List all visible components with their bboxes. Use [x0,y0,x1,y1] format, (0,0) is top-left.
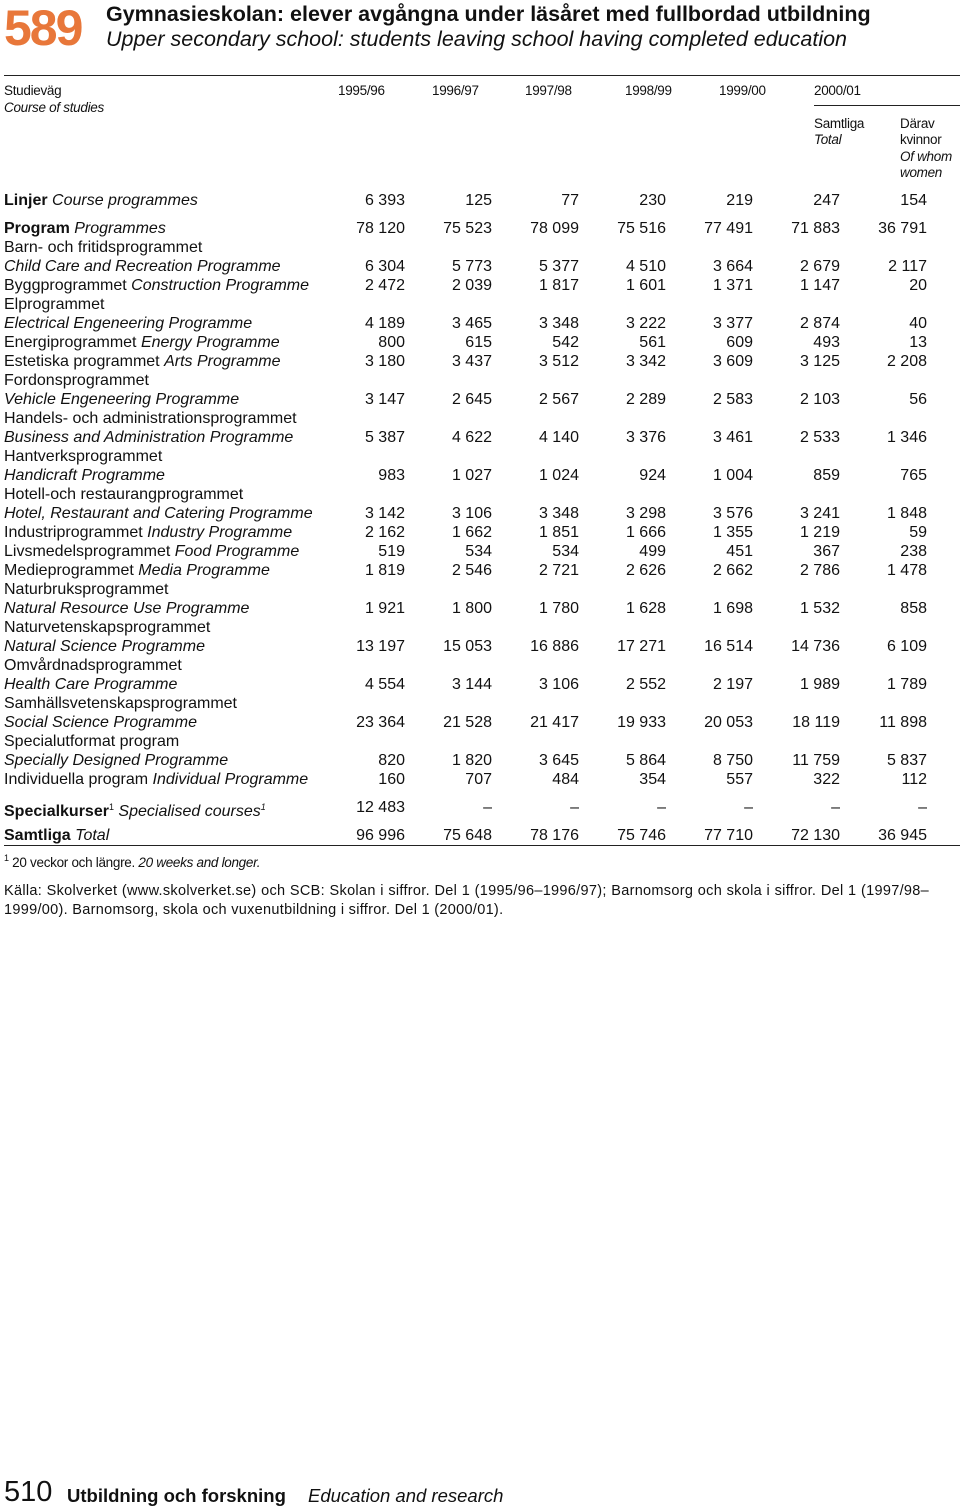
table-row [4,542,960,561]
cell-value: 1 601 [625,277,666,294]
cell-value: 36 791 [878,220,927,237]
cell-value: 924 [639,467,666,484]
cell-value: 1 698 [712,600,753,617]
cell-value: 4 189 [364,315,405,332]
cell-value: 800 [378,334,405,351]
page-footer [4,1476,960,1508]
year-header: 1996/97 [432,83,479,98]
cell-value: 1 662 [451,524,492,541]
year-header: 1999/00 [719,83,766,98]
cell-value: 56 [909,391,927,408]
cell-value: 16 886 [530,638,579,655]
cell-value: 1 532 [799,600,840,617]
cell-value: 78 120 [356,220,405,237]
table-row-label-line [4,694,960,713]
cell-value: 2 162 [364,524,405,541]
cell-value: 1 800 [451,600,492,617]
row-label-swedish: Handels- och administrationsprogrammet [4,410,297,427]
cell-value: 21 417 [530,714,579,731]
cell-value: 3 437 [451,353,492,370]
cell-value: 6 304 [364,258,405,275]
cell-value: 534 [552,543,579,560]
row-label: Industriprogrammet Industry Programme [4,524,293,541]
row-label-swedish: Elprogrammet [4,296,105,313]
cell-value: 2 289 [625,391,666,408]
row-label-english: Business and Administration Programme [4,429,294,446]
cell-value: 858 [900,600,927,617]
cell-value: 615 [465,334,492,351]
cell-value: 2 679 [799,258,840,275]
cell-value: 75 523 [443,220,492,237]
cell-value: 1 921 [364,600,405,617]
cell-value: 247 [813,192,840,209]
table-row [4,219,960,238]
cell-value: 3 609 [712,353,753,370]
cell-value: 3 512 [538,353,579,370]
cell-value: 2 874 [799,315,840,332]
cell-value: 78 099 [530,220,579,237]
cell-value: 20 053 [704,714,753,731]
row-label-swedish: Barn- och fritidsprogrammet [4,239,203,256]
row-label-english: Specially Designed Programme [4,752,229,769]
cell-value: 112 [901,771,927,788]
table-row-label-line [4,656,960,675]
row-label-english: Natural Resource Use Programme [4,600,250,617]
total-header-english: Total [814,132,842,147]
row-label-english: Vehicle Engeneering Programme [4,391,240,408]
table-row [4,352,960,371]
cell-value: 18 119 [792,714,840,731]
row-label: Linjer Course programmes [4,192,198,209]
course-header-english: Course of studies [4,100,104,115]
row-label-english: Hotel, Restaurant and Catering Programme [4,505,313,522]
cell-value: 322 [813,771,840,788]
cell-value: 11 759 [792,752,840,769]
row-label-swedish: Samhällsvetenskapsprogrammet [4,695,237,712]
table-row [4,257,960,276]
cell-value: – [483,799,492,816]
cell-value: 3 298 [625,505,666,522]
table-row-label-line [4,295,960,314]
cell-value: – [744,799,753,816]
table-row-label-line [4,580,960,599]
cell-value: 2 546 [451,562,492,579]
section-title-english: Education and research [308,1485,504,1506]
table-row [4,599,960,618]
cell-value: 230 [639,192,666,209]
row-label-swedish: Hantverksprogrammet [4,448,163,465]
cell-value: – [831,799,840,816]
footnote: $^1$ 20 veckor och längre. 20 weeks and longer. [4,853,261,870]
cell-value: 1 780 [538,600,579,617]
cell-value: 4 140 [538,429,579,446]
row-label: Estetiska programmet Arts Programme [4,353,281,370]
year-2000-01-rule [814,105,960,106]
row-label-swedish: Naturvetenskapsprogrammet [4,619,211,636]
table-row [4,637,960,656]
total-header-swedish: Samtliga [814,116,865,131]
cell-value: 2 786 [799,562,840,579]
cell-value: 707 [465,771,492,788]
cell-value: 1 024 [538,467,579,484]
table-row-total [4,826,960,845]
cell-value: 1 004 [712,467,753,484]
cell-value: 534 [465,543,492,560]
cell-value: 6 393 [364,192,405,209]
cell-value: 542 [552,334,579,351]
cell-value: 859 [813,467,840,484]
course-header-swedish: Studieväg [4,83,62,98]
cell-value: 451 [726,543,753,560]
cell-value: – [918,799,927,816]
women-header-english-2: women [900,165,943,180]
cell-value: 367 [813,543,840,560]
table-row [4,428,960,447]
table-row-label-line [4,238,960,257]
cell-value: 15 053 [443,638,492,655]
row-label: Livsmedelsprogrammet Food Programme [4,543,300,560]
table-row-label-line [4,618,960,637]
table-row-label-line [4,447,960,466]
row-label-swedish: Hotell-och restaurangprogrammet [4,486,244,503]
cell-value: 77 491 [704,220,753,237]
row-label: Samtliga Total [4,827,110,844]
cell-value: 3 222 [625,315,666,332]
women-header-swedish-2: kvinnor [900,132,942,147]
cell-value: 1 819 [364,562,405,579]
cell-value: 609 [726,334,753,351]
cell-value: 12 483 [356,799,405,816]
year-header: 1995/96 [338,83,385,98]
row-label-english: Social Science Programme [4,714,197,731]
table-row-label-line [4,485,960,504]
cell-value: 3 348 [538,505,579,522]
cell-value: 3 241 [799,505,840,522]
table-row [4,523,960,542]
cell-value: 1 848 [886,505,927,522]
cell-value: 3 142 [364,505,405,522]
cell-value: 72 130 [791,827,840,844]
cell-value: 2 626 [625,562,666,579]
cell-value: 3 664 [712,258,753,275]
cell-value: 1 147 [799,277,840,294]
cell-value: 160 [378,771,405,788]
cell-value: 1 478 [886,562,927,579]
section-title-swedish: Utbildning och forskning [67,1485,286,1506]
table-row [4,675,960,694]
table-row [4,314,960,333]
cell-value: 3 106 [451,505,492,522]
page-header [4,0,960,60]
cell-value: 6 109 [886,638,927,655]
cell-value: 2 208 [886,353,927,370]
cell-value: 78 176 [530,827,579,844]
cell-value: 59 [909,524,927,541]
cell-value: 1 666 [625,524,666,541]
row-label-english: Natural Science Programme [4,638,205,655]
cell-value: 3 377 [712,315,753,332]
row-label: Individuella program Individual Programme [4,771,309,788]
cell-value: 983 [378,467,405,484]
cell-value: 3 342 [625,353,666,370]
cell-value: 3 180 [364,353,405,370]
table-row [4,561,960,580]
row-label-english: Electrical Engeneering Programme [4,315,253,332]
cell-value: – [657,799,666,816]
cell-value: 5 837 [886,752,927,769]
cell-value: 4 510 [625,258,666,275]
cell-value: 5 773 [451,258,492,275]
row-label-english: Health Care Programme [4,676,178,693]
cell-value: 3 348 [538,315,579,332]
row-label: Program Programmes [4,220,166,237]
cell-value: 154 [900,192,927,209]
cell-value: 3 125 [799,353,840,370]
cell-value: 96 996 [356,827,405,844]
cell-value: 1 820 [451,752,492,769]
cell-value: 1 027 [451,467,492,484]
table-row [4,751,960,770]
cell-value: 1 371 [712,277,753,294]
cell-value: 3 576 [712,505,753,522]
cell-value: 2 533 [799,429,840,446]
cell-value: 561 [639,334,666,351]
cell-value: 4 622 [451,429,492,446]
cell-value: 2 103 [799,391,840,408]
row-label-swedish: Omvårdnadsprogrammet [4,657,182,674]
cell-value: 1 989 [799,676,840,693]
cell-value: 3 144 [451,676,492,693]
table-row [4,191,960,210]
cell-value: 3 461 [712,429,753,446]
cell-value: 493 [813,334,840,351]
cell-value: 557 [726,771,753,788]
cell-value: – [570,799,579,816]
cell-value: 77 710 [704,827,753,844]
table-row [4,276,960,295]
table-row [4,333,960,352]
women-header-swedish-1: Därav [900,116,935,131]
cell-value: 14 736 [791,638,840,655]
cell-value: 2 117 [888,258,927,275]
cell-value: 2 583 [712,391,753,408]
cell-value: 2 039 [451,277,492,294]
cell-value: 75 648 [443,827,492,844]
cell-value: 75 746 [617,827,666,844]
table-row-label-line [4,371,960,390]
cell-value: 3 465 [451,315,492,332]
table-top-rule [4,75,960,76]
cell-value: 2 197 [712,676,753,693]
table-number: 589 [4,0,82,56]
year-header: 2000/01 [814,83,861,98]
row-label-english: Child Care and Recreation Programme [4,258,281,275]
cell-value: 484 [552,771,579,788]
table-row [4,390,960,409]
cell-value: 1 789 [886,676,927,693]
row-label: Byggprogrammet Construction Programme [4,277,310,294]
year-header: 1997/98 [525,83,572,98]
cell-value: 13 [909,334,927,351]
cell-value: 1 628 [625,600,666,617]
cell-value: 17 271 [617,638,666,655]
row-label-english: Handicraft Programme [4,467,165,484]
cell-value: 3 645 [538,752,579,769]
table-row [4,504,960,523]
cell-value: 16 514 [704,638,753,655]
row-label: Energiprogrammet Energy Programme [4,334,280,351]
table-row-label-line [4,732,960,751]
cell-value: 75 516 [617,220,666,237]
cell-value: 20 [909,277,927,294]
table-title-swedish: Gymnasieskolan: elever avgångna under läsåret med fullbordad utbildning [106,2,871,26]
row-label-swedish: Fordonsprogrammet [4,372,149,389]
cell-value: 11 898 [879,714,927,731]
page-number: 510 [4,1476,53,1508]
cell-value: 8 750 [712,752,753,769]
cell-value: 1 346 [886,429,927,446]
cell-value: 1 355 [712,524,753,541]
cell-value: 5 387 [364,429,405,446]
cell-value: 40 [909,315,927,332]
cell-value: 4 554 [364,676,405,693]
year-header: 1998/99 [625,83,672,98]
row-label-swedish: Specialutformat program [4,733,180,750]
table-row [4,770,960,789]
cell-value: 5 377 [538,258,579,275]
table-row [4,466,960,485]
cell-value: 125 [465,192,492,209]
cell-value: 499 [639,543,666,560]
cell-value: 238 [900,543,927,560]
cell-value: 820 [378,752,405,769]
cell-value: 519 [378,543,405,560]
cell-value: 2 567 [538,391,579,408]
cell-value: 1 817 [538,277,579,294]
table-row [4,798,960,820]
cell-value: 2 645 [451,391,492,408]
cell-value: 2 472 [364,277,405,294]
cell-value: 3 147 [364,391,405,408]
cell-value: 77 [561,192,579,209]
cell-value: 36 945 [878,827,927,844]
cell-value: 2 552 [625,676,666,693]
cell-value: 21 528 [443,714,492,731]
cell-value: 13 197 [356,638,405,655]
cell-value: 71 883 [791,220,840,237]
cell-value: 19 933 [617,714,666,731]
row-label-swedish: Naturbruksprogrammet [4,581,169,598]
cell-value: 219 [726,192,753,209]
table-row-label-line [4,409,960,428]
cell-value: 2 662 [712,562,753,579]
cell-value: 765 [900,467,927,484]
cell-value: 1 219 [799,524,840,541]
cell-value: 23 364 [356,714,405,731]
cell-value: 3 376 [625,429,666,446]
women-header-english-1: Of whom [900,149,952,164]
cell-value: 3 106 [538,676,579,693]
row-label: Specialkurser$^1$ Specialised courses$^1$ [4,802,266,820]
table-title-english: Upper secondary school: students leaving school having completed education [106,27,848,51]
cell-value: 5 864 [625,752,666,769]
cell-value: 2 721 [538,562,579,579]
cell-value: 354 [639,771,666,788]
row-label: Medieprogrammet Media Programme [4,562,270,579]
table-row [4,713,960,732]
source-note: Källa: Skolverket (www.skolverket.se) och SCB: Skolan i siffror. Del 1 (1995/96–1996/97); Barnomsorg och skola i siffror. Del 1 (1997/98–1999/00). Barnomsorg, skola och vuxenutbildning i siffror. Del 1 (2000/01). [4,883,929,918]
table-bottom-rule [4,845,960,846]
cell-value: 1 851 [538,524,579,541]
